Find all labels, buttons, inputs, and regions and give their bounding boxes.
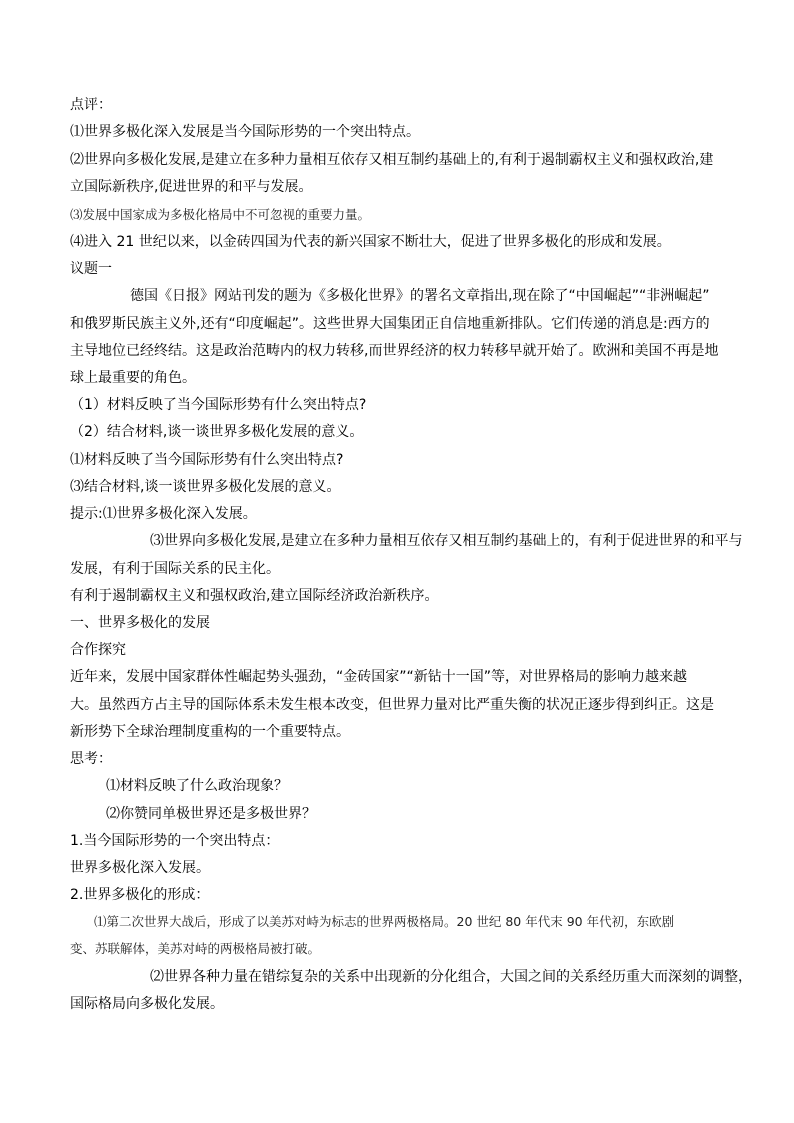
cooperative-inquiry-heading: 合作探究 bbox=[70, 642, 126, 658]
point-1-heading: 1.当今国际形势的一个突出特点： bbox=[70, 833, 280, 849]
review-point-2-cont: 立国际新秩序,促进世界的和平与发展。 bbox=[70, 179, 313, 195]
material-paragraph: 和俄罗斯民族主义外,还有“印度崛起”。这些世界大国集团正自信地重新排队。它们传递的消息是:西方的 bbox=[70, 316, 710, 332]
material-paragraph: 德国《日报》网站刊发的题为《多极化世界》的署名文章指出,现在除了“中国崛起”“非洲崛起” bbox=[130, 288, 710, 304]
review-point-2: ⑵世界向多极化发展,是建立在多种力量相互依存又相互制约基础上的,有利于遏制霸权主义和强权政治,建 bbox=[70, 152, 714, 168]
material-paragraph: 球上最重要的角色。 bbox=[70, 370, 196, 386]
topic-heading: 议题一 bbox=[70, 261, 112, 277]
hint-paragraph: 发展，有利于国际关系的民主化。 bbox=[70, 561, 280, 577]
think-heading: 思考： bbox=[70, 751, 112, 767]
formation-item-1-cont: 变、苏联解体，美苏对峙的两极格局被打破。 bbox=[70, 941, 321, 956]
question-1-alt: ⑴材料反映了当今国际形势有什么突出特点? bbox=[70, 452, 344, 468]
review-point-4: ⑷进入 21 世纪以来，以金砖四国为代表的新兴国家不断壮大，促进了世界多极化的形成和发展。 bbox=[70, 234, 671, 250]
review-point-3: ⑶发展中国家成为多极化格局中不可忽视的重要力量。 bbox=[70, 207, 371, 222]
hint-line: 提示:⑴世界多极化深入发展。 bbox=[70, 506, 257, 522]
question-1: （1）材料反映了当今国际形势有什么突出特点? bbox=[70, 397, 367, 413]
point-2-heading: 2.世界多极化的形成： bbox=[70, 887, 210, 903]
question-3-alt: ⑶结合材料,谈一谈世界多极化发展的意义。 bbox=[70, 479, 341, 495]
formation-item-2-cont: 国际格局向多极化发展。 bbox=[70, 996, 224, 1012]
section-heading: 一、世界多极化的发展 bbox=[70, 615, 210, 631]
material-paragraph: 主导地位已经终结。这是政治范畴内的权力转移,而世界经济的权力转移早就开始了。欧洲和美国不再是地 bbox=[70, 343, 719, 359]
question-2: （2）结合材料,谈一谈世界多极化发展的意义。 bbox=[70, 424, 364, 440]
point-1-text: 世界多极化深入发展。 bbox=[70, 860, 210, 876]
think-question-2: ⑵你赞同单极世界还是多极世界？ bbox=[106, 806, 316, 822]
formation-item-2: ⑵世界各种力量在错综复杂的关系中出现新的分化组合，大国之间的关系经历重大而深刻的调整， bbox=[150, 969, 752, 985]
hint-paragraph: ⑶世界向多极化发展,是建立在多种力量相互依存又相互制约基础上的，有利于促进世界的和平与 bbox=[150, 533, 743, 549]
inquiry-paragraph: 新形势下全球治理制度重构的一个重要特点。 bbox=[70, 724, 350, 740]
inquiry-paragraph: 近年来，发展中国家群体性崛起势头强劲，“金砖国家”“新钻十一国”等，对世界格局的影响力越来越 bbox=[70, 669, 688, 685]
review-point-1: ⑴世界多极化深入发展是当今国际形势的一个突出特点。 bbox=[70, 124, 420, 140]
formation-item-1: ⑴第二次世界大战后，形成了以美苏对峙为标志的世界两极格局。20 世纪 80 年代末 90 年代初，东欧剧 bbox=[94, 914, 675, 929]
hint-paragraph-end: 有利于遏制霸权主义和强权政治,建立国际经济政治新秩序。 bbox=[70, 588, 439, 604]
review-heading: 点评： bbox=[70, 97, 112, 113]
think-question-1: ⑴材料反映了什么政治现象？ bbox=[106, 778, 288, 794]
inquiry-paragraph: 大。虽然西方占主导的国际体系未发生根本改变，但世界力量对比严重失衡的状况正逐步得到纠正。这是 bbox=[70, 697, 714, 713]
